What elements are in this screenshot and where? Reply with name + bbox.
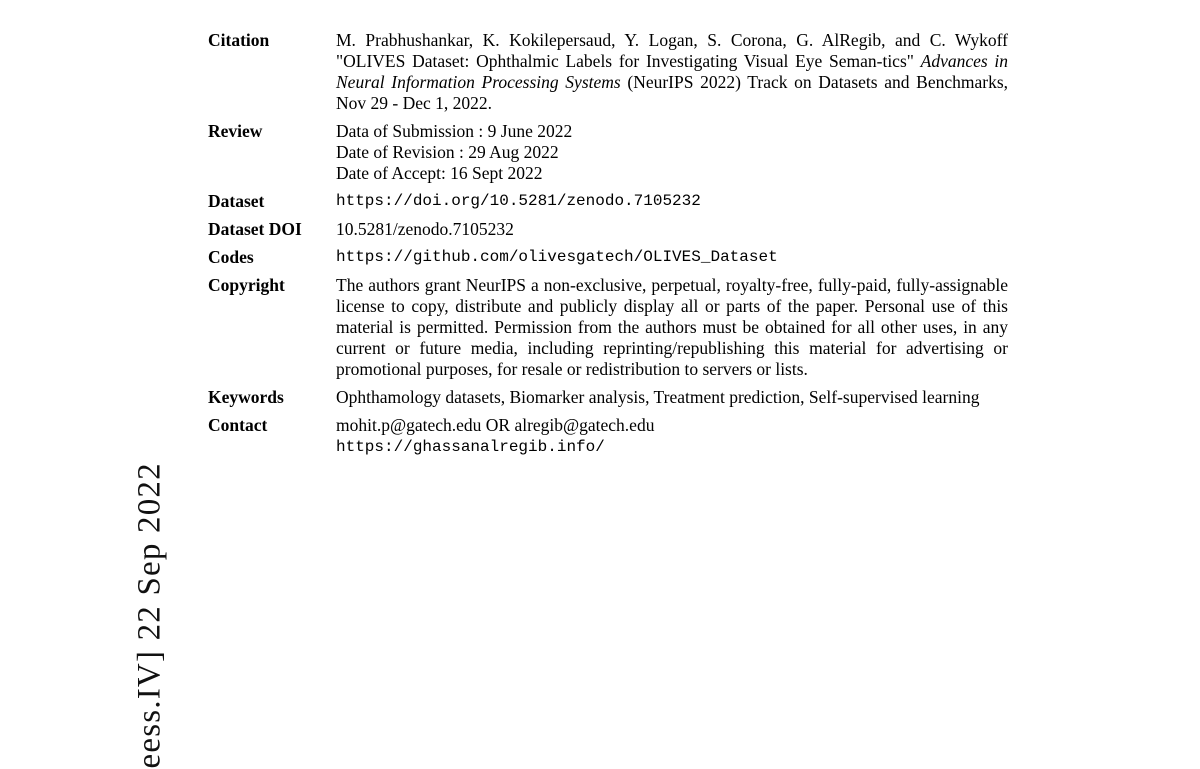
row-label: Contact bbox=[208, 415, 268, 435]
table-row bbox=[208, 219, 1008, 240]
dataset-doi-value: 10.5281/zenodo.7105232 bbox=[336, 219, 514, 239]
table-row bbox=[208, 275, 1008, 380]
citation-part-1: M. Prabhushankar, K. Kokilepersaud, Y. Logan, S. Corona, G. AlRegib, and C. Wykoff "OLIVES Dataset: Ophthalmic Labels for Investigating Visual Eye Seman-tics" bbox=[336, 30, 1008, 71]
arxiv-stamp bbox=[0, 0, 168, 769]
citation-venue: Advances in Neural Information Processing Systems bbox=[336, 51, 1009, 92]
contact-emails[interactable]: mohit.p@gatech.edu OR alregib@gatech.edu bbox=[336, 415, 655, 435]
row-label: Dataset DOI bbox=[208, 219, 302, 239]
codes-link[interactable]: https://github.com/olivesgatech/OLIVES_Dataset bbox=[336, 248, 778, 266]
contact-website-link[interactable]: https://ghassanalregib.info/ bbox=[336, 438, 605, 456]
citation-part-3: (NeurIPS 2022) Track on Datasets and Benchmarks, Nov 29 - Dec 1, 2022. bbox=[336, 72, 1009, 113]
review-accept-date: Date of Accept: 16 Sept 2022 bbox=[336, 163, 543, 183]
row-value-review bbox=[336, 121, 1008, 184]
review-submission-date: Data of Submission : 9 June 2022 bbox=[336, 121, 573, 141]
dataset-link[interactable]: https://doi.org/10.5281/zenodo.7105232 bbox=[336, 192, 701, 210]
table-row bbox=[208, 247, 1008, 268]
paper-metadata-table bbox=[208, 30, 1008, 465]
row-label: Copyright bbox=[208, 275, 285, 295]
keywords-text: Ophthamology datasets, Biomarker analysis, Treatment prediction, Self-supervised learning bbox=[336, 387, 980, 407]
copyright-text: The authors grant NeurIPS a non-exclusive, perpetual, royalty-free, fully-paid, fully-assignable license to copy, distribute and publicly display all or parts of the paper. Personal use of this material is permitted. Permission from the authors must be obtained for all other uses, in any current or future media, including reprinting/republishing this material for advertising or promotional purposes, for resale or redistribution to servers or lists. bbox=[336, 275, 1008, 379]
row-label: Keywords bbox=[208, 387, 284, 407]
row-value-contact bbox=[336, 415, 1008, 458]
table-row bbox=[208, 387, 1008, 408]
row-label: Dataset bbox=[208, 191, 265, 211]
review-revision-date: Date of Revision : 29 Aug 2022 bbox=[336, 142, 559, 162]
row-label: Citation bbox=[208, 30, 270, 50]
row-label: Review bbox=[208, 121, 263, 141]
table-row bbox=[208, 415, 1008, 458]
table-row bbox=[208, 30, 1008, 114]
table-row bbox=[208, 191, 1008, 212]
row-value-citation bbox=[336, 30, 1008, 114]
row-label: Codes bbox=[208, 247, 254, 267]
arxiv-stamp-text: eess.IV] 22 Sep 2022 bbox=[131, 462, 168, 769]
table-row bbox=[208, 121, 1008, 184]
